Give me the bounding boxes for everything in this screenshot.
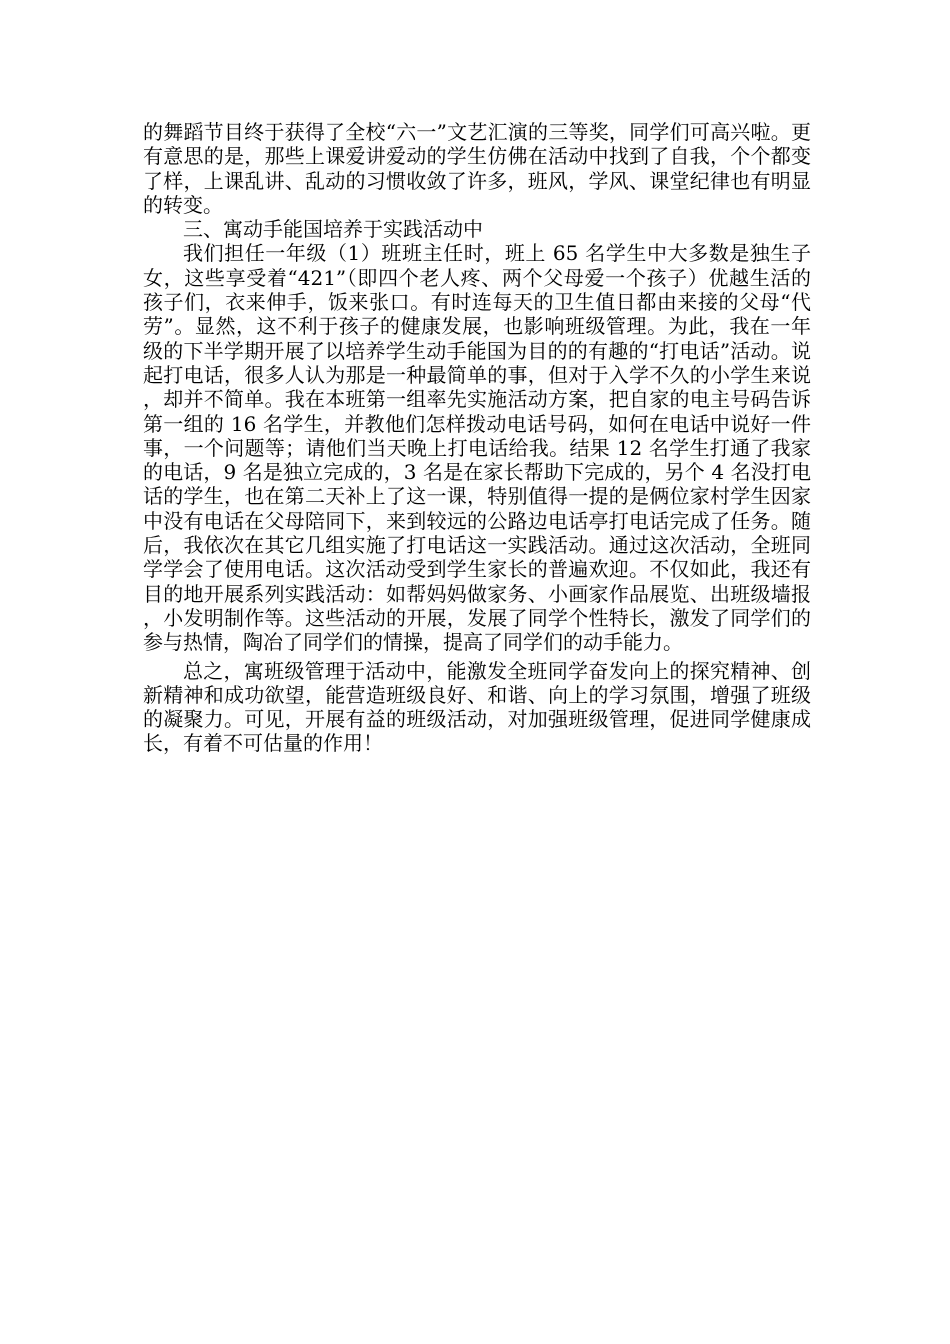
- document-body: [143, 120, 811, 756]
- paragraph-conclusion: 总之，寓班级管理于活动中，能激发全班同学奋发向上的探究精神、创新精神和成功欲望，能营造班级良好、和谐、向上的学习氛围，增强了班级的凝聚力。可见，开展有益的班级活动，对加强班级管理，促进同学健康成长，有着不可估量的作用！: [143, 658, 811, 756]
- section-heading: 三、寓动手能国培养于实践活动中: [183, 217, 483, 242]
- paragraph-continuation: 的舞蹈节目终于获得了全校“六一”文艺汇演的三等奖，同学们可高兴啦。更有意思的是，那些上课爱讲爱动的学生仿佛在活动中找到了自我，个个都变了样，上课乱讲、乱动的习惯收敛了许多，班风，学风、课堂纪律也有明显的转变。: [143, 120, 811, 217]
- paragraph-practice-activity: 我们担任一年级（1）班班主任时，班上 65 名学生中大多数是独生子女，这些享受着“421”（即四个老人疼、两个父母爱一个孩子）优越生活的孩子们，衣来伸手，饭来张口。有时连每天的卫生值日都由来接的父母“代劳”。显然，这不利于孩子的健康发展，也影响班级管理。为此，我在一年级的下半学期开展了以培养学生动手能国为目的的有趣的“打电话”活动。说起打电话，很多人认为那是一种最简单的事，但对于入学不久的小学生来说，却并不简单。我在本班第一组率先实施活动方案，把自家的电主号码告诉第一组的 16 名学生，并教他们怎样拨动电话号码，如何在电话中说好一件事，一个问题等；请他们当天晚上打电话给我。结果 12 名学生打通了我家的电话，9 名是独立完成的，3 名是在家长帮助下完成的，另个 4 名没打电话的学生，也在第二天补上了这一课，特别值得一提的是俩位家村学生因家中没有电话在父母陪同下，来到较远的公路边电话亭打电话完成了任务。随后，我依次在其它几组实施了打电话这一实践活动。通过这次活动，全班同学学会了使用电话。这次活动受到学生家长的普遍欢迎。不仅如此，我还有目的地开展系列实践活动：如帮妈妈做家务、小画家作品展览、出班级墙报，小发明制作等。这些活动的开展，发展了同学个性特长，激发了同学们的参与热情，陶冶了同学们的情操，提高了同学们的动手能力。: [143, 241, 811, 655]
